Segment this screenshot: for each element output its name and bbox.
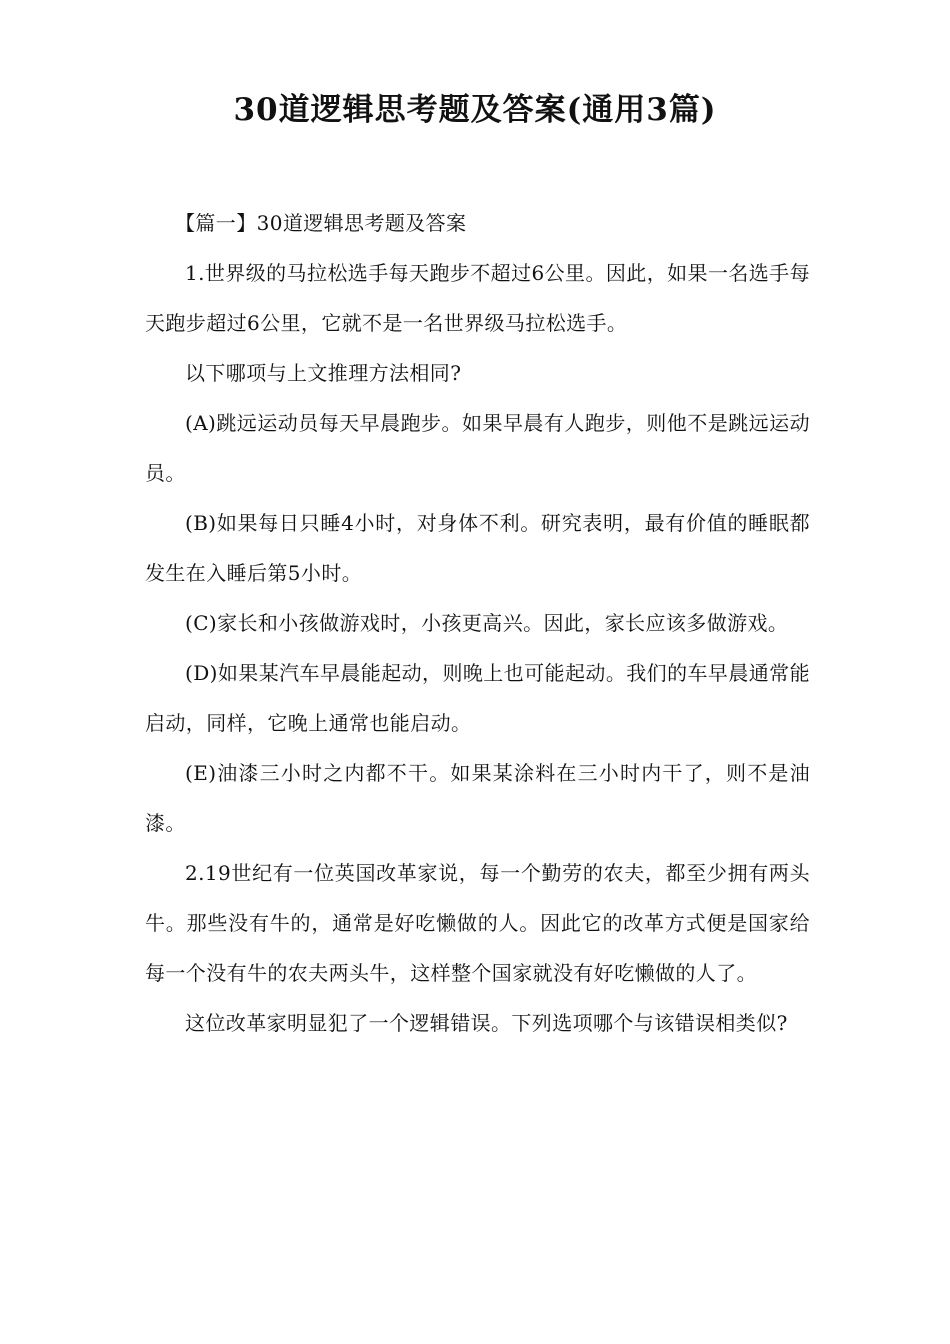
section-heading: 【篇一】30道逻辑思考题及答案 — [175, 211, 467, 235]
question-1-option-a: (A)跳远运动员每天早晨跑步。如果早晨有人跑步，则他不是跳远运动员。 — [145, 411, 810, 485]
question-1-option-d: (D)如果某汽车早晨能起动，则晚上也可能起动。我们的车早晨通常能启动，同样，它晚上通常也能启动。 — [145, 661, 810, 735]
document-title: 30道逻辑思考题及答案(通用3篇) — [233, 92, 717, 128]
document-body — [145, 198, 810, 1048]
question-2-prompt: 这位改革家明显犯了一个逻辑错误。下列选项哪个与该错误相类似? — [185, 1011, 788, 1035]
question-2-stem: 2.19世纪有一位英国改革家说，每一个勤劳的农夫，都至少拥有两头牛。那些没有牛的，通常是好吃懒做的人。因此它的改革方式便是国家给每一个没有牛的农夫两头牛，这样整个国家就没有好吃懒做的人了。 — [145, 861, 810, 985]
question-1-stem: 1.世界级的马拉松选手每天跑步不超过6公里。因此，如果一名选手每天跑步超过6公里，它就不是一名世界级马拉松选手。 — [145, 261, 810, 335]
question-1-option-c: (C)家长和小孩做游戏时，小孩更高兴。因此，家长应该多做游戏。 — [185, 611, 789, 635]
question-1-option-e: (E)油漆三小时之内都不干。如果某涂料在三小时内干了，则不是油漆。 — [145, 761, 810, 835]
question-1-prompt: 以下哪项与上文推理方法相同? — [185, 361, 462, 385]
question-1-option-b: (B)如果每日只睡4小时，对身体不利。研究表明，最有价值的睡眠都发生在入睡后第5小时。 — [145, 511, 810, 585]
